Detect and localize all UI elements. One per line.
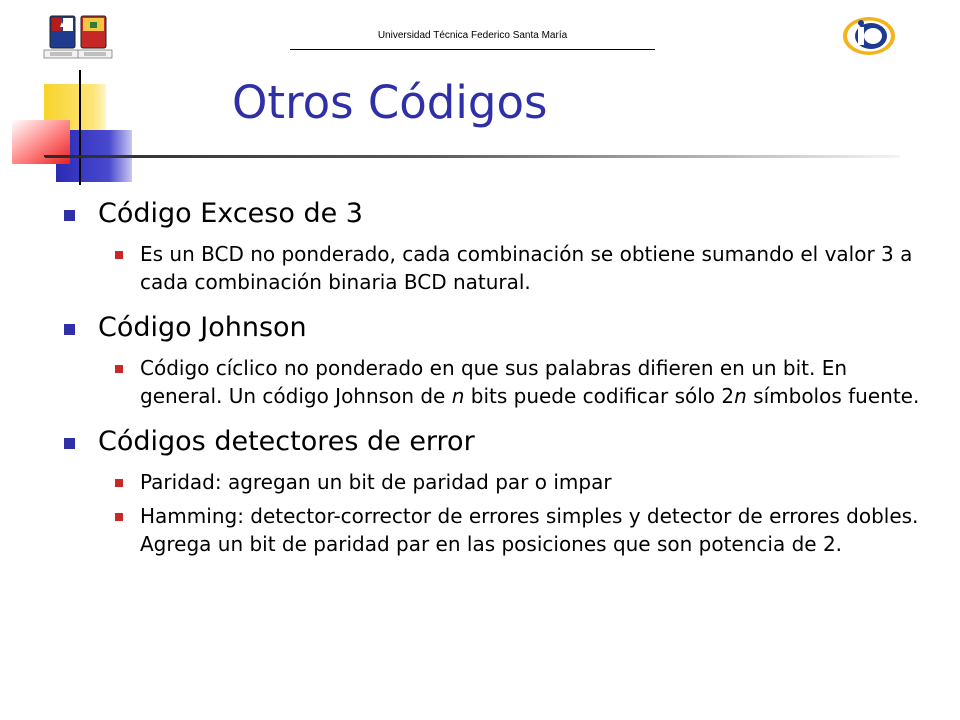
list-item-text: Hamming: detector-corrector de errores simples y detector de errores dobles. Agrega un bit de paridad par en las posiciones que son potencia de 2. <box>140 504 919 556</box>
bullet-square-icon <box>64 324 75 335</box>
bullet-square-icon <box>64 438 75 449</box>
bullet-square-icon <box>115 479 123 487</box>
section-heading <box>62 310 922 346</box>
header-university-name: Universidad Técnica Federico Santa María <box>377 30 568 41</box>
section-heading-text: Código Johnson <box>98 312 307 343</box>
section-heading <box>62 196 922 232</box>
section-heading-text: Códigos detectores de error <box>98 426 475 457</box>
italic-variable: n <box>734 384 747 408</box>
university-crest-logo <box>42 14 114 66</box>
section-heading-text: Código Exceso de 3 <box>98 198 363 229</box>
slide-title: Otros Códigos <box>232 76 548 129</box>
department-logo <box>840 14 898 58</box>
bullet-square-icon <box>64 210 75 221</box>
list-item <box>98 354 922 410</box>
italic-variable: n <box>451 384 465 408</box>
list-item <box>98 502 922 558</box>
section-heading <box>62 424 922 460</box>
list-item-text: Es un BCD no ponderado, cada combinación se obtiene sumando el valor 3 a cada combinación binaria BCD natural. <box>140 242 913 294</box>
bullet-square-icon <box>115 251 123 259</box>
title-underline <box>45 155 900 158</box>
list-item <box>98 240 922 296</box>
list-item-text: Paridad: agregan un bit de paridad par o impar <box>140 470 612 494</box>
bullet-square-icon <box>115 513 123 521</box>
text-segment: símbolos fuente. <box>746 384 920 408</box>
header-divider <box>290 49 655 50</box>
list-item <box>98 468 922 496</box>
text-segment: Código cíclico no ponderado en que sus palabras difieren en un bit. En general. Un código Johnson de <box>140 356 848 408</box>
list-item-text <box>140 356 919 408</box>
bullet-square-icon <box>115 365 123 373</box>
text-segment: bits puede codificar sólo 2 <box>464 384 735 408</box>
slide-content <box>62 196 922 558</box>
decorative-squares <box>0 70 140 185</box>
